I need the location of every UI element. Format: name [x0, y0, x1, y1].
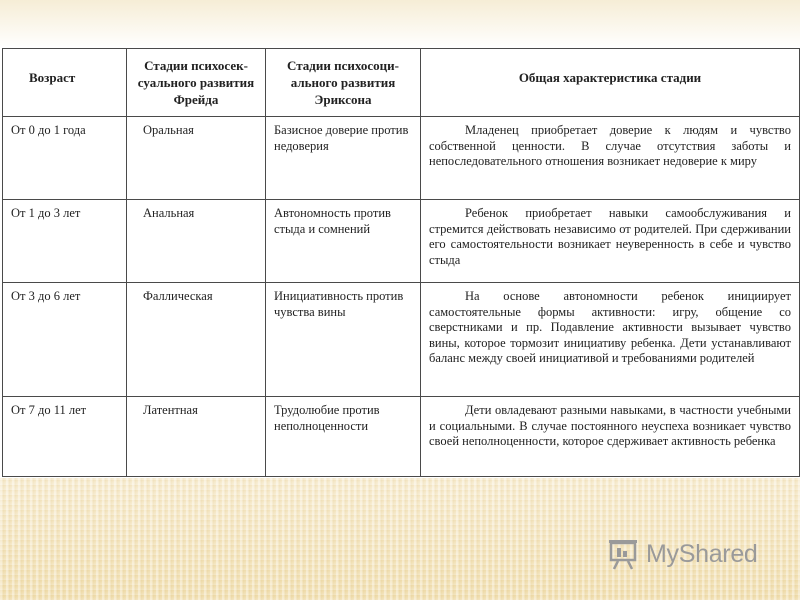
slide-top-background — [0, 0, 800, 48]
myshared-logo[interactable] — [606, 536, 776, 572]
cell-freud-stage: Фаллическая — [127, 283, 266, 397]
table-row — [3, 117, 800, 200]
cell-freud-stage: Латентная — [127, 397, 266, 477]
cell-freud-stage: Анальная — [127, 200, 266, 283]
projector-screen-icon — [606, 537, 640, 571]
header-description: Общая характеристика стадии — [421, 49, 800, 117]
logo-text: MyShared — [646, 539, 758, 568]
cell-erikson-stage: Инициативность против чувства вины — [266, 283, 421, 397]
header-freud-stages: Стадии психосек-суального развития Фрейда — [127, 49, 266, 117]
cell-description: Ребенок приобретает навыки самообслуживания и стремится действовать независимо от родителей. При сдерживании его самостоятельности возникает неуверенность в себе и чувство стыда — [421, 200, 800, 283]
table-row — [3, 283, 800, 397]
cell-erikson-stage: Базисное доверие против недоверия — [266, 117, 421, 200]
cell-age: От 0 до 1 года — [3, 117, 127, 200]
table-header-row — [3, 49, 800, 117]
cell-description: На основе автономности ребенок инициирует самостоятельные формы активности: игру, общение со сверстниками и пр. Подавление активности вызывает чувство вины, которое тормозит инициативу ребенка. Дети устанавливают баланс между своей инициативой и требованиями родителей — [421, 283, 800, 397]
cell-freud-stage: Оральная — [127, 117, 266, 200]
table-row — [3, 200, 800, 283]
cell-description: Дети овладевают разными навыками, в частности учебными и социальными. В случае постоянного неуспеха возникает чувство своей неполноценности, которое сдерживает активность ребенка — [421, 397, 800, 477]
cell-erikson-stage: Трудолюбие против неполноценности — [266, 397, 421, 477]
header-erikson-stages: Стадии психосоци-ального развития Эриксона — [266, 49, 421, 117]
table-row — [3, 397, 800, 477]
cell-age: От 1 до 3 лет — [3, 200, 127, 283]
cell-age: От 7 до 11 лет — [3, 397, 127, 477]
header-age: Возраст — [3, 49, 127, 117]
cell-age: От 3 до 6 лет — [3, 283, 127, 397]
cell-erikson-stage: Автономность против стыда и сомнений — [266, 200, 421, 283]
cell-description: Младенец приобретает доверие к людям и чувство собственной ценности. В случае отсутствия заботы и непоследовательного отношения возникает недоверие к миру — [421, 117, 800, 200]
development-stages-table — [2, 48, 800, 477]
